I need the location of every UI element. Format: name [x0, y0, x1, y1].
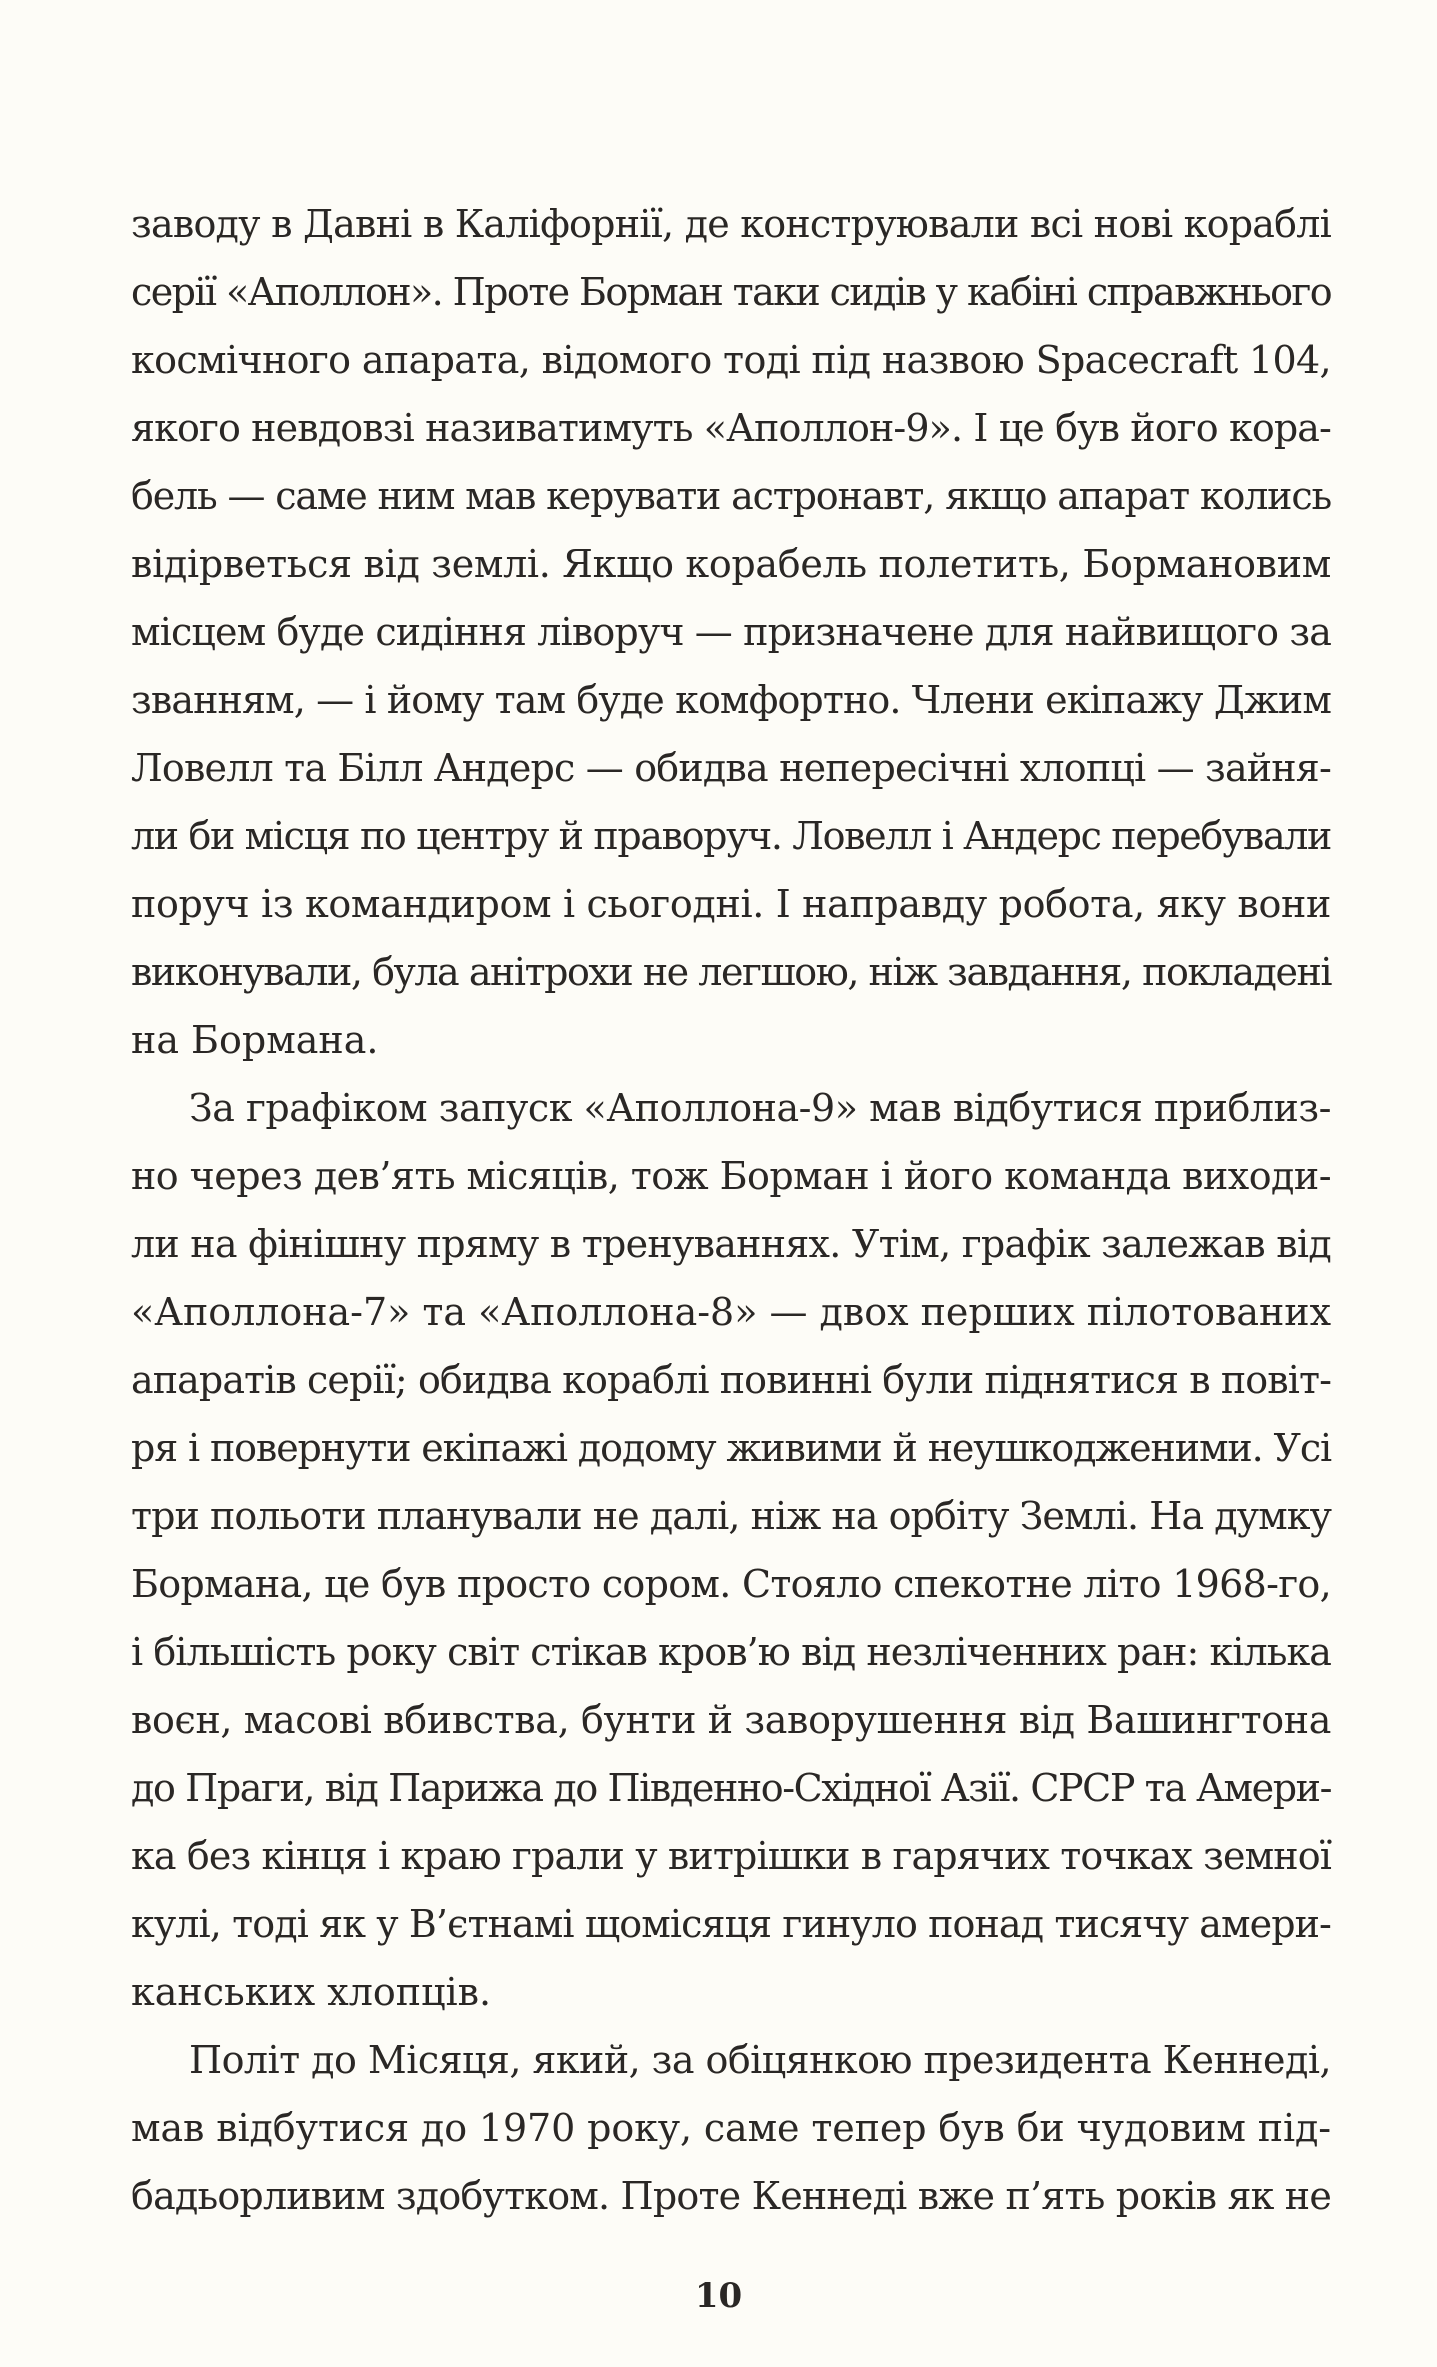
page-body: [131, 190, 1331, 2230]
text-line: ли на фінішну пряму в тренуваннях. Утім, графік залежав від: [131, 1222, 1331, 1266]
text-line: поруч із командиром і сьогодні. І направду робота, яку вони: [131, 882, 1331, 926]
text-line: на Бормана.: [131, 1018, 379, 1062]
text-line: виконували, була анітрохи не легшою, ніж завдання, покладені: [131, 950, 1331, 994]
paragraph-2: [131, 1074, 1331, 2026]
text-line: і більшість року світ стікав кров’ю від незліченних ран: кілька: [131, 1630, 1331, 1674]
text-line: до Праги, від Парижа до Південно-Східної Азії. СРСР та Амери-: [131, 1766, 1331, 1810]
paragraph-1: [131, 190, 1331, 1074]
text-line: три польоти планували не далі, ніж на орбіту Землі. На думку: [131, 1494, 1331, 1538]
text-line: мав відбутися до 1970 року, саме тепер був би чудовим під-: [131, 2106, 1331, 2150]
text-line: апаратів серії; обидва кораблі повинні були піднятися в повіт-: [131, 1358, 1331, 1402]
text-line: но через дев’ять місяців, тож Борман і його команда виходи-: [131, 1154, 1331, 1198]
text-line: Ловелл та Білл Андерс — обидва непересічні хлопці — зайня-: [131, 746, 1331, 790]
text-line: ка без кінця і краю грали у витрішки в гарячих точках земної: [131, 1834, 1331, 1878]
text-line: бадьорливим здобутком. Проте Кеннеді вже п’ять років як не: [131, 2174, 1331, 2218]
text-line: «Аполлона-7» та «Аполлона-8» — двох перших пілотованих: [131, 1290, 1331, 1334]
text-line: відірветься від землі. Якщо корабель полетить, Бормановим: [131, 542, 1331, 586]
text-line: Бормана, це був просто сором. Стояло спекотне літо 1968-го,: [131, 1562, 1331, 1606]
text-line: космічного апарата, відомого тоді під назвою Spacecraft 104,: [131, 338, 1331, 382]
text-line: бель — саме ним мав керувати астронавт, якщо апарат колись: [131, 474, 1331, 518]
text-line: ря і повернути екіпажі додому живими й неушкодженими. Усі: [131, 1426, 1331, 1470]
text-line: місцем буде сидіння ліворуч — призначене для найвищого за: [131, 610, 1331, 654]
text-line: воєн, масові вбивства, бунти й заворушення від Вашингтона: [131, 1698, 1331, 1742]
text-line: канських хлопців.: [131, 1970, 492, 2014]
text-line: кулі, тоді як у В’єтнамі щомісяця гинуло понад тисячу амери-: [131, 1902, 1331, 1946]
text-line: серії «Аполлон». Проте Борман таки сидів у кабіні справжнього: [131, 270, 1331, 314]
page-number: 10: [694, 2276, 743, 2316]
text-line: ли би місця по центру й праворуч. Ловелл і Андерс перебували: [131, 814, 1331, 858]
text-line: Політ до Місяця, який, за обіцянкою президента Кеннеді,: [189, 2038, 1331, 2082]
text-line: заводу в Давні в Каліфорнії, де конструювали всі нові кораблі: [131, 202, 1331, 246]
text-line: якого невдовзі називатимуть «Аполлон-9». І це був його кора-: [131, 406, 1331, 450]
text-line: За графіком запуск «Аполлона-9» мав відбутися приблиз-: [189, 1086, 1331, 1130]
paragraph-3: [131, 2026, 1331, 2230]
text-line: званням, — і йому там буде комфортно. Члени екіпажу Джим: [131, 678, 1331, 722]
